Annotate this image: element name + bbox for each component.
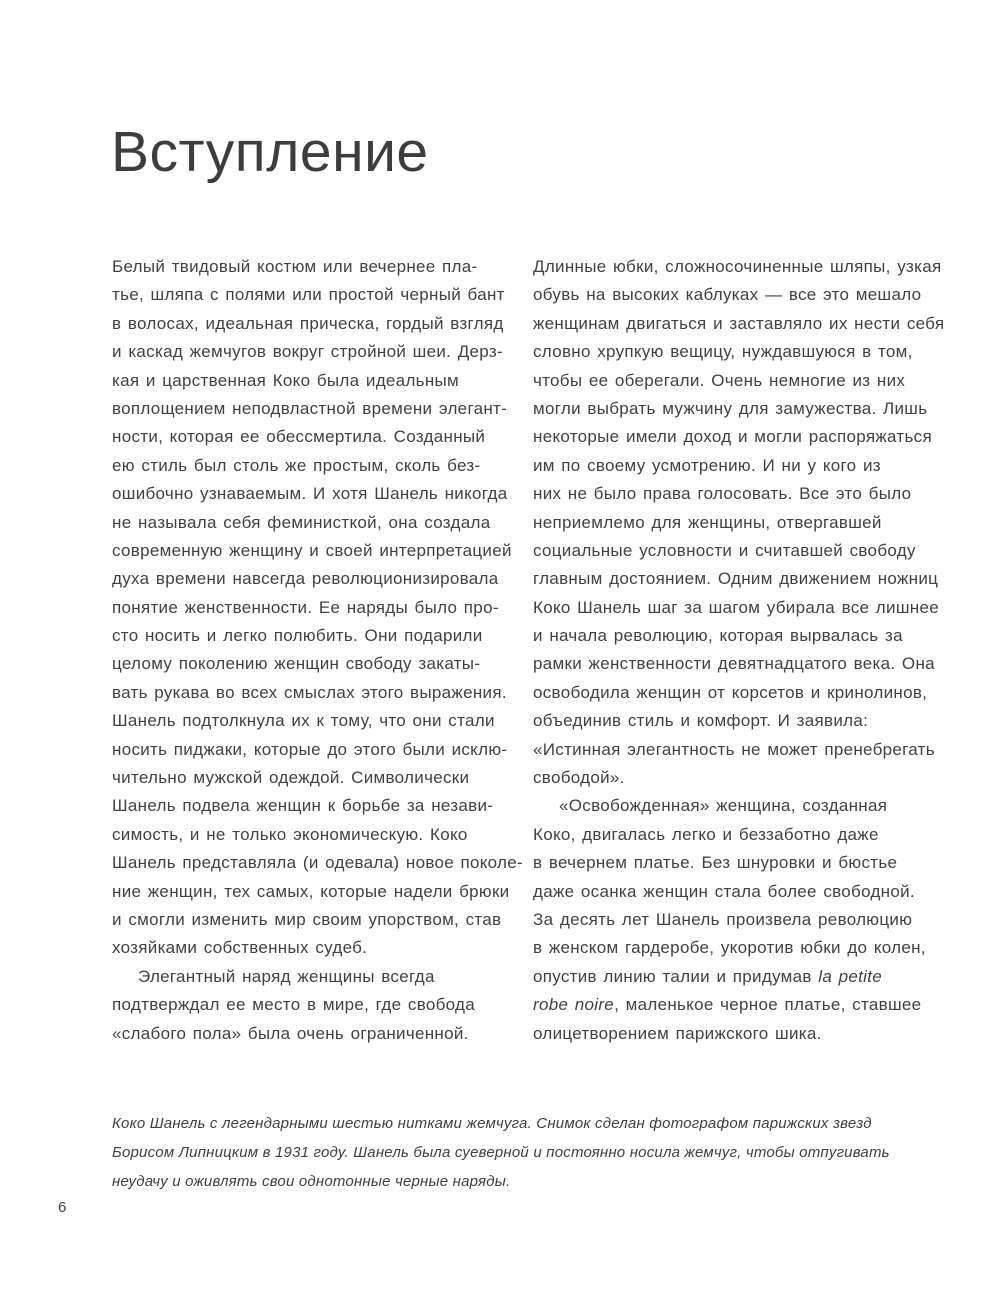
text-line: в вечернем платье. Без шнуровки и бюстье [533, 853, 898, 873]
text-line: объединив стиль и комфорт. И заявила: [533, 711, 869, 731]
text-line: «Освобожденная» женщина, созданная [559, 796, 888, 816]
text-segment: , маленькое черное платье, ставшее [614, 995, 922, 1015]
page-number: 6 [58, 1199, 67, 1216]
text-line: Коко, двигалась легко и беззаботно даже [533, 824, 879, 844]
text-line: освободила женщин от корсетов и кринолинов, [533, 682, 928, 702]
text-line: Шанель представляла (и одевала) новое поколе- [112, 853, 523, 873]
text-line: Коко Шанель шаг за шагом убирала все лишнее [533, 597, 939, 617]
text-line: тье, шляпа с полями или простой черный бант [112, 285, 505, 305]
page-title: Вступление [111, 120, 429, 184]
text-line: сто носить и легко полюбить. Они подарили [112, 626, 483, 646]
text-line: ошибочно узнаваемым. И хотя Шанель никогда [112, 484, 508, 504]
text-line: Белый твидовый костюм или вечернее пла- [112, 257, 478, 276]
text-line: духа времени навсегда революционизировала [112, 569, 499, 589]
text-line: Длинные юбки, сложносочиненные шляпы, узкая [533, 257, 942, 276]
text-line: в волосах, идеальная прическа, гордый взгляд [112, 313, 504, 333]
caption-line: Коко Шанель с легендарными шестью нитками жемчуга. Снимок сделан фотографом парижских звезд [112, 1115, 872, 1132]
text-line: не называла себя феминисткой, она создала [112, 512, 491, 532]
text-column-right [533, 253, 945, 1048]
text-line [533, 991, 922, 1019]
text-line: современную женщину и своей интерпретацией [112, 540, 512, 560]
text-line [533, 963, 913, 991]
text-line: понятие женственности. Ее наряды было про- [112, 597, 499, 617]
text-line: кая и царственная Коко была идеальным [112, 370, 460, 390]
caption-line: Борисом Липницким в 1931 году. Шанель была суеверной и постоянно носила жемчуг, чтобы отпугивать [112, 1144, 890, 1161]
text-column-left [112, 253, 523, 1048]
text-line: рамки женственности девятнадцатого века. Она [533, 654, 935, 674]
text-line: вать рукава во всех смыслах этого выражения. [112, 682, 507, 702]
text-line: чтобы ее оберегали. Очень немногие из них [533, 370, 906, 390]
text-line: За десять лет Шанель произвела революцию [533, 909, 913, 929]
text-line: «Истинная элегантность не может пренебрегать [533, 739, 935, 759]
text-line: них не было права голосовать. Все это было [533, 484, 912, 504]
text-line: Шанель подвела женщин к борьбе за незави- [112, 796, 494, 816]
caption-line: неудачу и оживлять свои однотонные черные наряды. [112, 1173, 511, 1190]
text-line: могли выбрать мужчину для замужества. Лишь [533, 398, 928, 418]
text-line: неприемлемо для женщины, отвергавшей [533, 512, 882, 532]
text-line: в женском гардеробе, укоротив юбки до колен, [533, 938, 926, 958]
text-line: и смогли изменить мир своим упорством, став [112, 909, 502, 929]
text-line: и каскад жемчугов вокруг стройной шеи. Дерз- [112, 342, 503, 362]
text-line: и начала революцию, которая вырвалась за [533, 626, 903, 646]
text-line: носить пиджаки, которые до этого были исклю- [112, 739, 508, 759]
text-line: свободой». [533, 768, 625, 788]
text-line: чительно мужской одеждой. Символически [112, 768, 470, 788]
photo-caption [112, 1109, 952, 1196]
text-line: целому поколению женщин свободу закаты- [112, 654, 481, 674]
italic-text-segment: la petite [818, 966, 883, 986]
text-line: Элегантный наряд женщины всегда [138, 966, 435, 986]
text-line: симость, и не только экономическую. Коко [112, 824, 468, 844]
italic-text-segment: robe noire [533, 995, 615, 1015]
text-line: воплощением неподвластной времени элегант- [112, 398, 508, 418]
text-line: хозяйками собственных судеб. [112, 938, 368, 958]
text-line: словно хрупкую вещицу, нуждавшуюся в том, [533, 342, 913, 362]
text-line: даже осанка женщин стала более свободной. [533, 881, 915, 901]
text-line: ние женщин, тех самых, которые надели брюки [112, 881, 510, 901]
text-line: «слабого пола» была очень ограниченной. [112, 1023, 469, 1043]
text-line: подтверждал ее место в мире, где свобода [112, 995, 475, 1015]
text-line: им по своему усмотрению. И ни у кого из [533, 455, 881, 475]
text-line: ею стиль был столь же простым, сколь без- [112, 455, 481, 475]
text-line: главным достоянием. Одним движением ножниц [533, 569, 939, 589]
text-line: некоторые имели доход и могли распоряжаться [533, 427, 932, 447]
text-line: олицетворением парижского шика. [533, 1023, 822, 1043]
text-line: женщинам двигаться и заставляло их нести себя [533, 313, 945, 333]
text-line: Шанель подтолкнула их к тому, что они стали [112, 711, 495, 731]
text-segment: опустив линию талии и придумав [533, 966, 819, 986]
text-line: обувь на высоких каблуках — все это мешало [533, 285, 922, 305]
text-line: ности, которая ее обессмертила. Созданный [112, 427, 486, 447]
text-line: социальные условности и считавшей свободу [533, 540, 916, 560]
